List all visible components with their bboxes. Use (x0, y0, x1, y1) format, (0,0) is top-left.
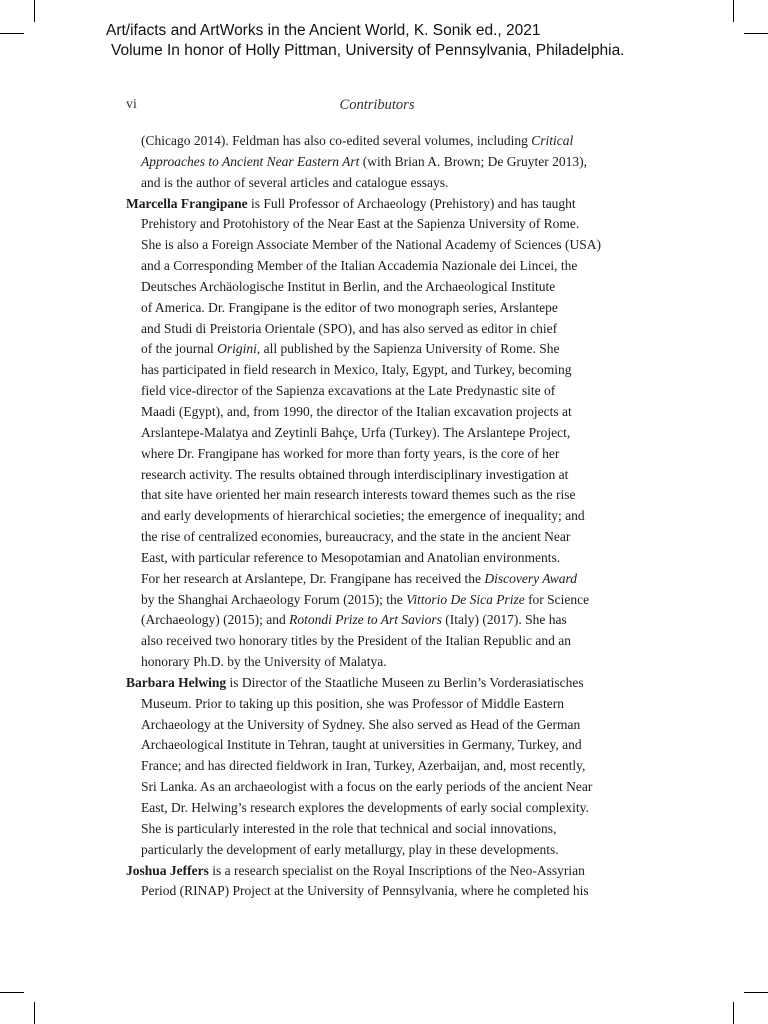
section-title: Contributors (339, 97, 415, 113)
text-line (126, 319, 636, 340)
text-line (126, 777, 636, 798)
text-segment: She is also a Foreign Associate Member of the National Academy of Sciences (USA) (141, 237, 602, 253)
text-line (126, 819, 636, 840)
text-segment: Maadi (Egypt), and, from 1990, the director of the Italian excavation projects at (141, 403, 572, 419)
text-line (126, 381, 636, 402)
crop-mark (34, 0, 35, 22)
italic-title: Rotondi Prize to Art Saviors (289, 612, 442, 628)
text-line (126, 715, 636, 736)
text-segment: Prehistory and Protohistory of the Near East at the Sapienza University of Rome. (141, 216, 580, 232)
text-line (126, 840, 636, 861)
text-segment: Arslantepe-Malatya and Zeytinli Bahçe, Urfa (Turkey). The Arslantepe Project, (141, 424, 571, 440)
text-line (126, 548, 636, 569)
text-segment: is Full Professor of Archaeology (Prehistory) and has taught (247, 195, 576, 211)
text-segment: and a Corresponding Member of the Italian Accademia Nazionale dei Lincei, the (141, 258, 578, 274)
text-line (126, 194, 636, 215)
text-line (126, 214, 636, 235)
text-segment: Sri Lanka. As an archaeologist with a focus on the early periods of the ancient Near (141, 779, 593, 795)
text-line (126, 881, 636, 902)
text-line (126, 423, 636, 444)
italic-title: Approaches to Ancient Near Eastern Art (141, 153, 360, 169)
text-line (126, 673, 636, 694)
text-segment: East, Dr. Helwing’s research explores the developments of early social complexity. (141, 800, 589, 815)
text-line (126, 861, 636, 882)
text-segment: For her research at Arslantepe, Dr. Frangipane has received the (141, 570, 485, 586)
text-segment: and Studi di Preistoria Orientale (SPO), and has also served as editor in chief (141, 320, 558, 336)
text-segment: Archaeological Institute in Tehran, taught at universities in Germany, Turkey, and (141, 737, 582, 753)
text-line (126, 277, 636, 298)
text-segment: of America. Dr. Frangipane is the editor of two monograph series, Arslantepe (141, 299, 558, 315)
text-segment: (Chicago 2014). Feldman has also co-edited several volumes, including (141, 133, 532, 148)
page-number: vi (126, 97, 137, 112)
text-segment: has participated in field research in Mexico, Italy, Egypt, and Turkey, becoming (141, 362, 572, 378)
text-segment: honorary Ph.D. by the University of Malatya. (141, 654, 387, 670)
citation-header-line-1: Art/ifacts and ArtWorks in the Ancient World, K. Sonik ed., 2021 (106, 22, 541, 39)
text-segment: is a research specialist on the Royal Inscriptions of the Neo-Assyrian (208, 862, 585, 878)
crop-mark (34, 1002, 35, 1024)
text-line (126, 256, 636, 277)
text-segment: France; and has directed fieldwork in Iran, Turkey, Azerbaijan, and, most recently, (141, 758, 586, 774)
text-line (126, 506, 636, 527)
text-segment: and early developments of hierarchical societies; the emergence of inequality; and (141, 508, 585, 524)
crop-mark (744, 33, 768, 34)
text-line (126, 152, 636, 173)
text-line (126, 527, 636, 548)
text-line (126, 735, 636, 756)
crop-mark (0, 33, 24, 34)
text-line (126, 631, 636, 652)
italic-title: Origini (217, 341, 257, 357)
text-segment: where Dr. Frangipane has worked for more than forty years, is the core of her (141, 445, 560, 461)
text-segment: that site have oriented her main research interests toward themes such as the rise (141, 487, 576, 503)
text-line (126, 485, 636, 506)
text-segment: (with Brian A. Brown; De Gruyter 2013), (359, 153, 587, 169)
text-line (126, 569, 636, 590)
text-line (126, 798, 636, 819)
contributor-name: Barbara Helwing (126, 674, 227, 690)
text-line (126, 235, 636, 256)
text-segment: the rise of centralized economies, bureaucracy, and the state in the ancient Near (141, 529, 571, 545)
text-line (126, 610, 636, 631)
crop-mark (744, 992, 768, 993)
crop-mark (0, 992, 24, 993)
crop-mark (733, 0, 734, 22)
text-segment: by the Shanghai Archaeology Forum (2015); the (141, 591, 407, 607)
text-line (126, 465, 636, 486)
text-segment: Museum. Prior to taking up this position, she was Professor of Middle Eastern (141, 695, 564, 711)
contributor-name: Marcella Frangipane (126, 195, 248, 211)
italic-title: Vittorio De Sica Prize (406, 591, 525, 607)
contributor-name: Joshua Jeffers (126, 862, 209, 878)
text-segment: is Director of the Staatliche Museen zu Berlin’s Vorderasiatisches (226, 674, 584, 690)
text-segment: Deutsches Archäologische Institut in Berlin, and the Archaeological Institute (141, 278, 556, 294)
text-segment: particularly the development of early metallurgy, play in these developments. (141, 841, 559, 857)
text-segment: , all published by the Sapienza University of Rome. She (256, 341, 560, 357)
text-segment: East, with particular reference to Mesopotamian and Anatolian environments. (141, 549, 561, 565)
text-segment: field vice-director of the Sapienza excavations at the Late Predynastic site of (141, 383, 556, 399)
text-segment: of the journal (141, 341, 218, 357)
text-line (126, 131, 636, 152)
text-segment: for Science (524, 591, 590, 607)
text-line (126, 444, 636, 465)
text-segment: (Archaeology) (2015); and (141, 612, 290, 628)
text-segment: research activity. The results obtained through interdisciplinary investigation at (141, 466, 569, 482)
text-line (126, 652, 636, 673)
text-line (126, 694, 636, 715)
text-segment: Archaeology at the University of Sydney. She also served as Head of the German (141, 716, 581, 732)
text-line (126, 756, 636, 777)
text-segment: (Italy) (2017). She has (441, 612, 567, 628)
text-segment: also received two honorary titles by the President of the Italian Republic and an (141, 633, 571, 649)
italic-title: Critical (531, 133, 574, 148)
contributors-text (126, 131, 636, 902)
text-segment: Period (RINAP) Project at the University of Pennsylvania, where he completed his (141, 883, 589, 899)
text-segment: She is particularly interested in the role that technical and social innovations, (141, 820, 557, 836)
text-segment: and is the author of several articles and catalogue essays. (141, 174, 449, 190)
citation-header-line-2: Volume In honor of Holly Pittman, University of Pennsylvania, Philadelphia. (111, 42, 625, 59)
italic-title: Discovery Award (484, 570, 577, 586)
text-line (126, 298, 636, 319)
text-line (126, 339, 636, 360)
text-line (126, 590, 636, 611)
text-line (126, 173, 636, 194)
text-line (126, 360, 636, 381)
crop-mark (733, 1002, 734, 1024)
text-line (126, 402, 636, 423)
